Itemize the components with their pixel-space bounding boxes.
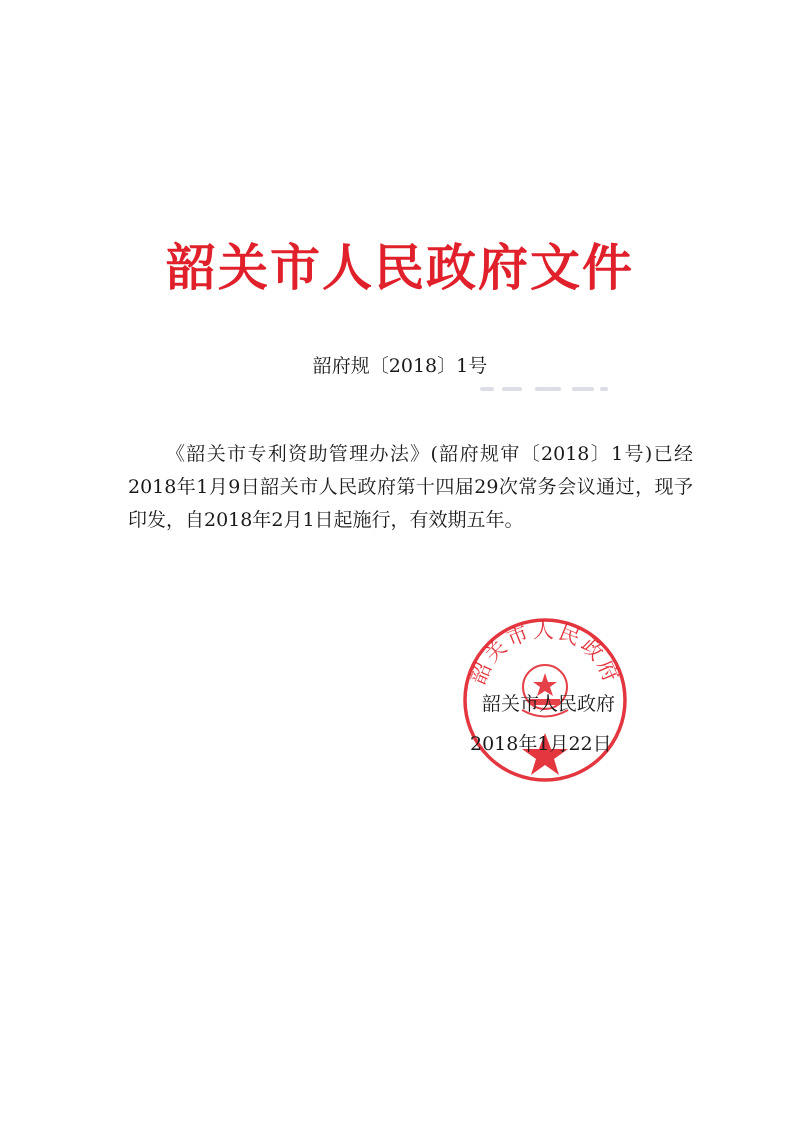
seal-ring-text: 韶关市人民政府 xyxy=(465,618,625,688)
signing-date: 2018年1月22日 xyxy=(470,733,612,755)
body-paragraph: 《韶关市专利资助管理办法》(韶府规审〔2018〕1号)已经2018年1月9日韶关市人民政府第十四届29次常务会议通过，现予印发，自2018年2月1日起施行，有效期五年。 xyxy=(128,443,693,531)
document-body xyxy=(128,438,693,537)
document-number: 韶府规〔2018〕1号 xyxy=(312,355,488,377)
document-header-title: 韶关市人民政府文件 xyxy=(166,238,634,297)
faint-scan-mark xyxy=(480,381,610,401)
signature-block xyxy=(470,684,650,764)
signing-organization: 韶关市人民政府 xyxy=(482,693,616,715)
